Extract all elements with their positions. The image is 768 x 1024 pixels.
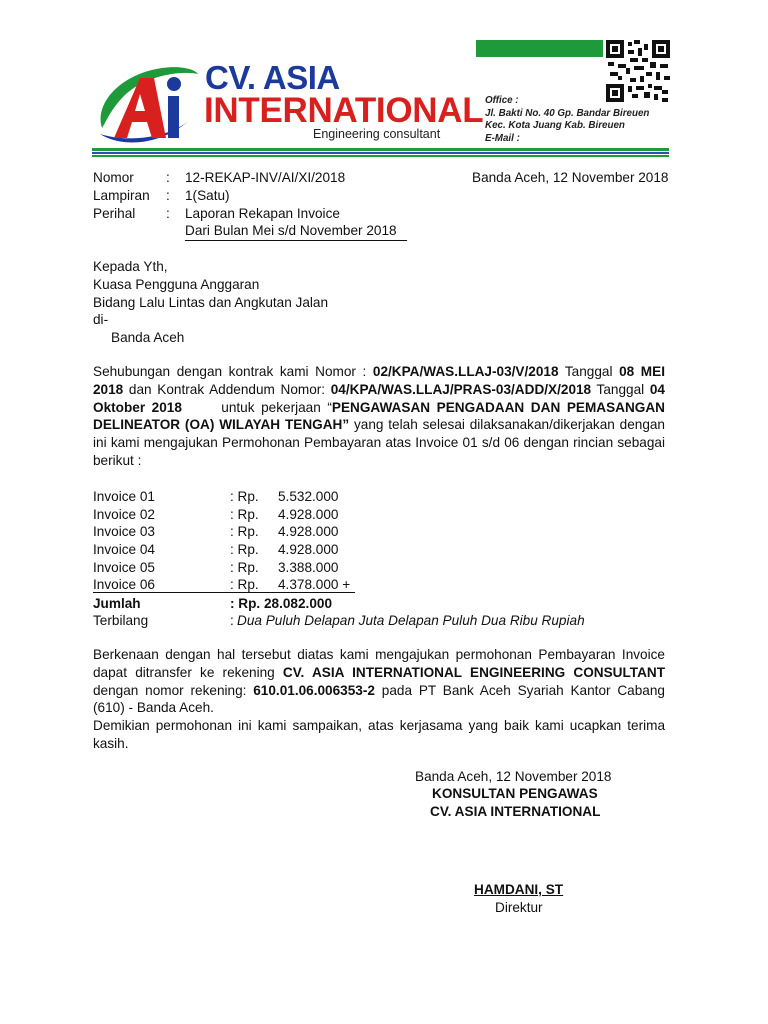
- letterhead-divider: [92, 155, 669, 157]
- perihal-label: Perihal: [93, 206, 136, 221]
- signatory-name: HAMDANI, ST: [474, 882, 564, 897]
- recipient-city: Banda Aceh: [111, 330, 185, 345]
- email-label: E-Mail :: [485, 132, 520, 144]
- nomor-label: Nomor: [93, 170, 134, 185]
- nomor-colon: :: [166, 170, 170, 185]
- letter-date: Banda Aceh, 12 November 2018: [472, 170, 669, 185]
- signature-title-1: KONSULTAN PENGAWAS: [432, 786, 598, 801]
- lampiran-label: Lampiran: [93, 188, 150, 203]
- letterhead-green-bar: [476, 40, 603, 57]
- perihal-value-line1: Laporan Rekapan Invoice: [185, 206, 340, 221]
- perihal-value-line2: Dari Bulan Mei s/d November 2018: [185, 223, 397, 238]
- letterhead-divider: [92, 152, 669, 154]
- recipient-department: Bidang Lalu Lintas dan Angkutan Jalan: [93, 295, 329, 310]
- company-name-line2: INTERNATIONAL: [204, 91, 484, 130]
- body-paragraph-2: Berkenaan dengan hal tersebut diatas kami mengajukan permohonan Pembayaran Invoice dapat ditransfer ke rekening CV. ASIA INTERNATIONAL ENGINEERING CONSULTANT dengan nomor rekening: 610.01.06.006353-2 pada PT Bank Aceh Syariah Kantor Cabang (610) - Banda Aceh.: [93, 647, 666, 716]
- lampiran-value: 1(Satu): [185, 188, 230, 203]
- perihal-underline: [185, 240, 407, 241]
- qr-code-icon: [606, 40, 670, 102]
- nomor-value: 12-REKAP-INV/AI/XI/2018: [185, 170, 346, 185]
- office-address: [485, 95, 649, 145]
- office-label: Office :: [485, 95, 519, 106]
- company-tagline: Engineering consultant: [313, 127, 441, 141]
- recipient-title: Kuasa Pengguna Anggaran: [93, 277, 260, 292]
- perihal-colon: :: [166, 206, 170, 221]
- body-paragraph-3: Demikian permohonan ini kami sampaikan, atas kerjasama yang baik kami ucapkan terima kasih.: [93, 718, 665, 751]
- signatory-position: Direktur: [495, 900, 543, 915]
- company-logo: [92, 56, 202, 152]
- signature-date: Banda Aceh, 12 November 2018: [415, 769, 612, 784]
- lampiran-colon: :: [166, 188, 170, 203]
- letterhead-divider: [92, 148, 669, 151]
- recipient-greeting: Kepada Yth,: [93, 259, 168, 274]
- office-address-line2: Kec. Kota Juang Kab. Bireuen: [485, 120, 625, 131]
- total-rule: [93, 592, 355, 593]
- recipient-at: di-: [93, 312, 109, 327]
- signature-title-2: CV. ASIA INTERNATIONAL: [430, 804, 601, 819]
- company-name-line1: CV. ASIA: [205, 59, 340, 96]
- office-address-line1: Jl. Bakti No. 40 Gp. Bandar Bireuen: [485, 107, 650, 119]
- body-paragraph-1: Sehubungan dengan kontrak kami Nomor : 02/KPA/WAS.LLAJ-03/V/2018 Tanggal 08 MEI 2018 dan Kontrak Addendum Nomor: 04/KPA/WAS.LLAJ/PRAS-03/ADD/X/2018 Tanggal 04 Oktober 2018 untuk pekerjaan “PENGAWASAN PENGADAAN DAN PEMASANGAN DELINEATOR (OA) WILAYAH TENGAH” yang telah selesai dilaksanakan/dikerjakan dengan ini kami mengajukan Permohonan Pembayaran atas Invoice 01 s/d 06 dengan rincian sebagai berikut :: [93, 364, 666, 468]
